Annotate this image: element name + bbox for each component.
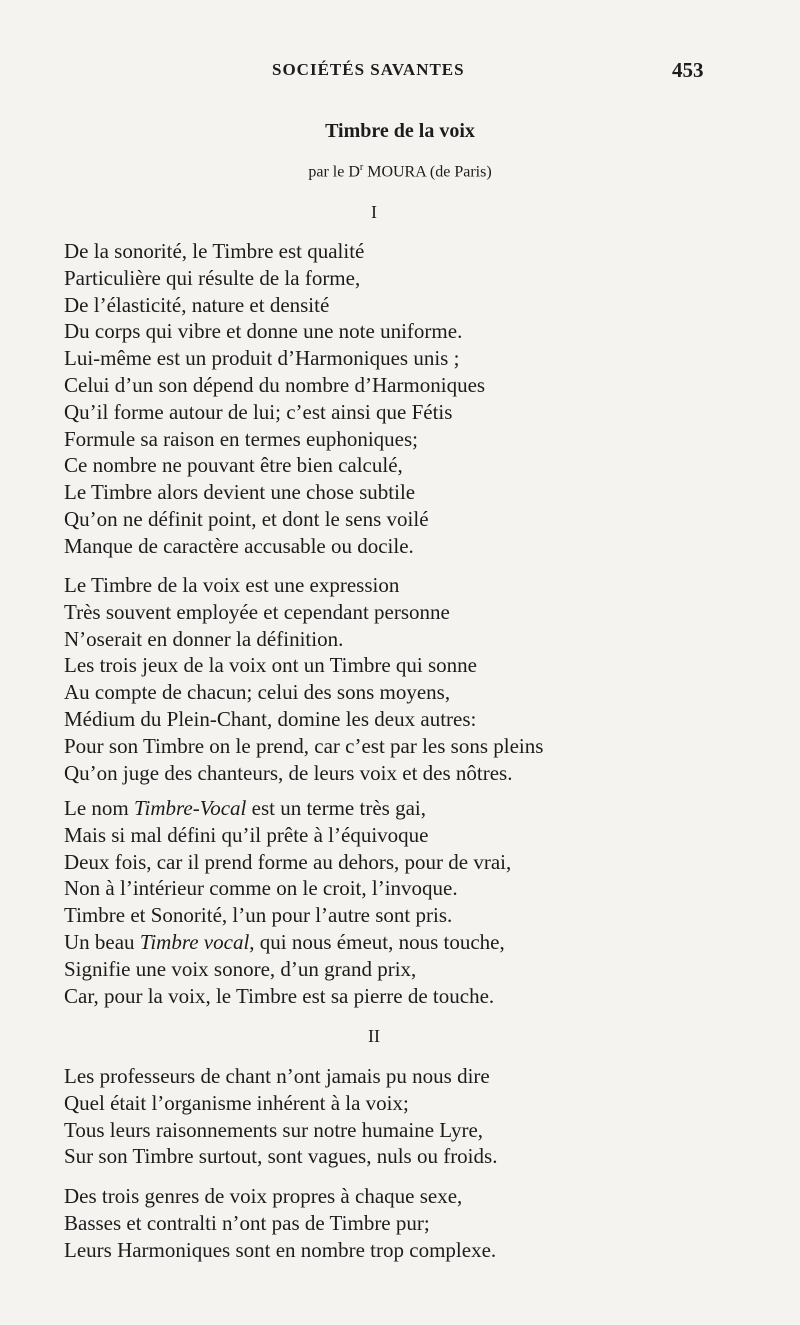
verse-line: Qu’on ne définit point, et dont le sens voilé	[64, 506, 429, 531]
verse-line: Mais si mal défini qu’il prête à l’équivoque	[64, 822, 429, 847]
verse-line: Leurs Harmoniques sont en nombre trop complexe.	[64, 1237, 497, 1262]
stanza-4	[64, 1063, 760, 1170]
verse-line: Lui-même est un produit d’Harmoniques unis ;	[64, 346, 460, 371]
section-numeral-1: I	[371, 202, 377, 222]
verse-line: Manque de caractère accusable ou docile.	[64, 533, 414, 558]
stanza-2	[64, 572, 760, 786]
verse-line: Formule sa raison en termes euphoniques;	[64, 426, 419, 451]
verse-line: Au compte de chacun; celui des sons moyens,	[64, 680, 451, 705]
verse-line: Car, pour la voix, le Timbre est sa pierre de touche.	[64, 983, 495, 1008]
verse-line: Particulière qui résulte de la forme,	[64, 265, 361, 290]
section-numeral-2: II	[368, 1026, 380, 1046]
verse-line: De la sonorité, le Timbre est qualité	[64, 239, 365, 263]
verse-line: Qu’il forme autour de lui; c’est ainsi que Fétis	[64, 399, 453, 424]
poem-title: Timbre de la voix	[325, 120, 475, 142]
verse-line: Basses et contralti n’ont pas de Timbre pur;	[64, 1210, 430, 1235]
verse-line: Celui d’un son dépend du nombre d’Harmoniques	[64, 372, 486, 397]
verse-text: est un terme très gai,	[246, 796, 426, 820]
verse-line: Du corps qui vibre et donne une note uniforme.	[64, 319, 463, 344]
verse-line: Ce nombre ne pouvant être bien calculé,	[64, 453, 403, 478]
verse-line: De l’élasticité, nature et densité	[64, 292, 330, 317]
verse-italic-text: Timbre vocal	[139, 929, 250, 954]
verse-line: Des trois genres de voix propres à chaque sexe,	[64, 1184, 463, 1208]
verse-text: Le nom	[64, 796, 134, 820]
running-head	[0, 60, 800, 88]
verse-line: Les professeurs de chant n’ont jamais pu nous dire	[64, 1064, 490, 1088]
byline-superscript: r	[359, 162, 364, 173]
verse-text: Un beau	[64, 929, 140, 954]
verse-line: Sur son Timbre surtout, sont vagues, nuls ou froids.	[64, 1144, 498, 1169]
verse-line: Le Timbre de la voix est une expression	[64, 573, 400, 597]
verse-line	[64, 929, 760, 956]
verse-line: Deux fois, car il prend forme au dehors, pour de vrai,	[64, 849, 512, 874]
verse-line: Quel était l’organisme inhérent à la voix;	[64, 1090, 409, 1115]
verse-line	[64, 795, 760, 822]
verse-line: Très souvent employée et cependant personne	[64, 599, 450, 624]
byline-author: MOURA (de Paris)	[367, 163, 492, 181]
verse-line: Non à l’intérieur comme on le croit, l’invoque.	[64, 876, 458, 901]
verse-line: Le Timbre alors devient une chose subtile	[64, 480, 416, 505]
stanza-1	[64, 238, 760, 560]
verse-line: Pour son Timbre on le prend, car c’est par les sons pleins	[64, 733, 544, 758]
stanza-5	[64, 1183, 760, 1263]
verse-line: Timbre et Sonorité, l’un pour l’autre sont pris.	[64, 903, 453, 928]
verse-line: Qu’on juge des chanteurs, de leurs voix et des nôtres.	[64, 760, 513, 785]
verse-line: Signifie une voix sonore, d’un grand prix,	[64, 956, 417, 981]
verse-line: Médium du Plein-Chant, domine les deux autres:	[64, 706, 477, 731]
byline	[0, 162, 800, 181]
verse-italic-text: Timbre-Vocal	[133, 796, 247, 820]
verse-line: Tous leurs raisonnements sur notre humaine Lyre,	[64, 1117, 484, 1142]
verse-line: Les trois jeux de la voix ont un Timbre qui sonne	[64, 653, 477, 678]
verse-line: N’oserait en donner la définition.	[64, 626, 344, 651]
byline-prefix: par le D	[308, 163, 360, 181]
page-number: 453	[672, 58, 704, 82]
stanza-3	[64, 795, 760, 1009]
running-title: SOCIÉTÉS SAVANTES	[272, 60, 465, 79]
verse-text: , qui nous émeut, nous touche,	[249, 929, 505, 954]
